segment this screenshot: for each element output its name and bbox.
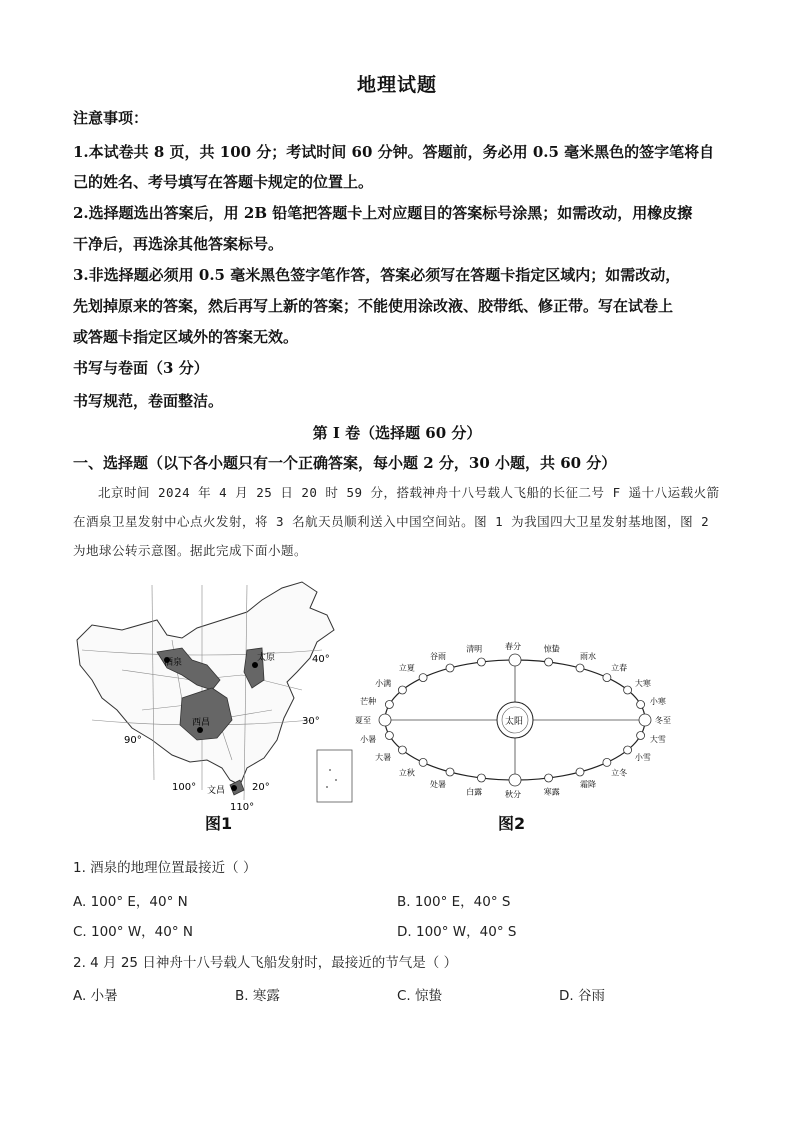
earth-position-marker — [477, 774, 485, 782]
site-label: 文昌 — [207, 786, 226, 796]
notice-line: 1.本试卷共 8 页，共 100 分；考试时间 60 分钟。答题前，务必用 0.5 毫米黑色的签字笔将自 — [73, 143, 715, 161]
notice-heading: 注意事项： — [73, 109, 149, 127]
sun-label: 太阳 — [505, 717, 524, 727]
question-1-option-a: A. 100° E，40° N — [73, 894, 188, 910]
earth-position-marker — [576, 768, 584, 776]
question-2-option-a: A. 小暑 — [73, 988, 118, 1004]
solar-term-label: 白露 — [466, 787, 483, 797]
lon-label: 100° — [172, 782, 197, 793]
question-1-option-d: D. 100° W，40° S — [397, 924, 517, 940]
question-2-stem: 2. 4 月 25 日神舟十八号载人飞船发射时，最接近的节气是（ ） — [73, 955, 458, 971]
earth-position-marker — [398, 686, 406, 694]
solar-term-label: 秋分 — [505, 790, 521, 799]
earth-position-marker — [639, 714, 651, 726]
section-title: 一、选择题（以下各小题只有一个正确答案，每小题 2 分，30 小题，共 60 分） — [73, 454, 617, 472]
figure2-orbit — [350, 630, 690, 810]
solar-term-label: 小雪 — [634, 753, 651, 762]
question-1-option-b: B. 100° E，40° S — [397, 894, 511, 910]
solar-term-label: 霜降 — [580, 780, 596, 790]
lon-label: 90° — [124, 735, 142, 746]
question-2-option-d: D. 谷雨 — [559, 988, 605, 1004]
solar-term-label: 小暑 — [360, 735, 377, 745]
question-2-option-b: B. 寒露 — [235, 988, 280, 1004]
solar-term-label: 寒露 — [543, 787, 560, 797]
solar-term-label: 立秋 — [398, 768, 415, 778]
solar-term-label: 大暑 — [375, 753, 392, 762]
solar-term-label: 处暑 — [430, 780, 446, 790]
figure1-map — [72, 580, 362, 820]
earth-position-marker — [509, 774, 521, 786]
solar-term-label: 清明 — [466, 644, 483, 654]
solar-term-label: 立夏 — [398, 663, 415, 673]
question-1-option-c: C. 100° W，40° N — [73, 924, 193, 940]
passage: 北京时间 2024 年 4 月 25 日 20 时 59 分，搭载神舟十八号载人飞船的长征二号 F 遥十八运载火箭在酒泉卫星发射中心点火发射，将 3 名航天员顺利送入中国空间站。图 1 为我国四大卫星发射基地图，图 2 为地球公转示意图。据此完成下面小题。 — [73, 485, 720, 558]
notice-line: 3.非选择题必须用 0.5 毫米黑色签字笔作答，答案必须写在答题卡指定区域内；如需改动， — [73, 266, 681, 284]
question-2-option-c: C. 惊蛰 — [397, 988, 443, 1004]
solar-term-label: 惊蛰 — [543, 644, 560, 654]
writing-text: 书写规范，卷面整洁。 — [73, 392, 224, 410]
notice-line: 2.选择题选出答案后，用 2B 铅笔把答题卡上对应题目的答案标号涂黑；如需改动，用橡皮擦 — [73, 204, 693, 222]
notice-line: 或答题卡指定区域外的答案无效。 — [73, 328, 299, 346]
solar-term-label: 冬至 — [655, 716, 671, 725]
sun — [497, 702, 533, 738]
earth-position-marker — [379, 714, 391, 726]
site-label: 太原 — [257, 653, 276, 663]
solar-term-label: 谷雨 — [430, 651, 446, 661]
lat-label: 20° — [252, 782, 270, 793]
notice-line: 己的姓名、考号填写在答题卡规定的位置上。 — [73, 173, 374, 191]
solar-term-label: 大寒 — [634, 679, 651, 688]
notice-line: 干净后，再选涂其他答案标号。 — [73, 235, 284, 253]
earth-position-marker — [637, 701, 645, 709]
earth-position-marker — [624, 746, 632, 754]
writing-heading: 书写与卷面（3 分） — [73, 359, 209, 377]
earth-position-marker — [446, 664, 454, 672]
figure1-label: 图1 — [205, 814, 233, 833]
figure2-label: 图2 — [498, 814, 526, 833]
earth-position-marker — [446, 768, 454, 776]
earth-position-marker — [603, 674, 611, 682]
south-sea-inset — [317, 750, 352, 802]
notice-line: 先划掉原来的答案，然后再写上新的答案；不能使用涂改液、胶带纸、修正带。写在试卷上 — [73, 297, 674, 315]
earth-position-marker — [385, 701, 393, 709]
lat-label: 30° — [302, 716, 320, 727]
solar-term-label: 夏至 — [355, 716, 371, 725]
page-title: 地理试题 — [356, 74, 437, 96]
site-label: 西昌 — [192, 718, 211, 728]
solar-term-label: 立春 — [611, 663, 628, 673]
earth-position-marker — [398, 746, 406, 754]
solar-term-label: 小寒 — [649, 696, 666, 706]
solar-term-label: 立冬 — [611, 768, 628, 778]
solar-term-label: 春分 — [505, 642, 521, 651]
earth-position-marker — [419, 758, 427, 766]
earth-position-marker — [385, 732, 393, 740]
solar-term-label: 雨水 — [580, 651, 596, 661]
solar-term-label: 大雪 — [649, 735, 666, 745]
earth-position-marker — [637, 732, 645, 740]
earth-position-marker — [419, 674, 427, 682]
earth-position-marker — [545, 774, 553, 782]
earth-position-marker — [603, 758, 611, 766]
site-label: 酒泉 — [164, 658, 183, 668]
earth-position-marker — [576, 664, 584, 672]
earth-position-marker — [545, 658, 553, 666]
solar-term-label: 小满 — [375, 679, 392, 688]
lon-label: 110° — [230, 802, 255, 813]
lat-label: 40° — [312, 654, 330, 665]
question-1-stem: 1. 酒泉的地理位置最接近（ ） — [73, 860, 257, 876]
earth-position-marker — [624, 686, 632, 694]
volume-title: 第 I 卷（选择题 60 分） — [312, 424, 482, 442]
earth-position-marker — [477, 658, 485, 666]
earth-position-marker — [509, 654, 521, 666]
wenchang-marker — [231, 785, 237, 791]
solar-term-label: 芒种 — [360, 696, 377, 706]
